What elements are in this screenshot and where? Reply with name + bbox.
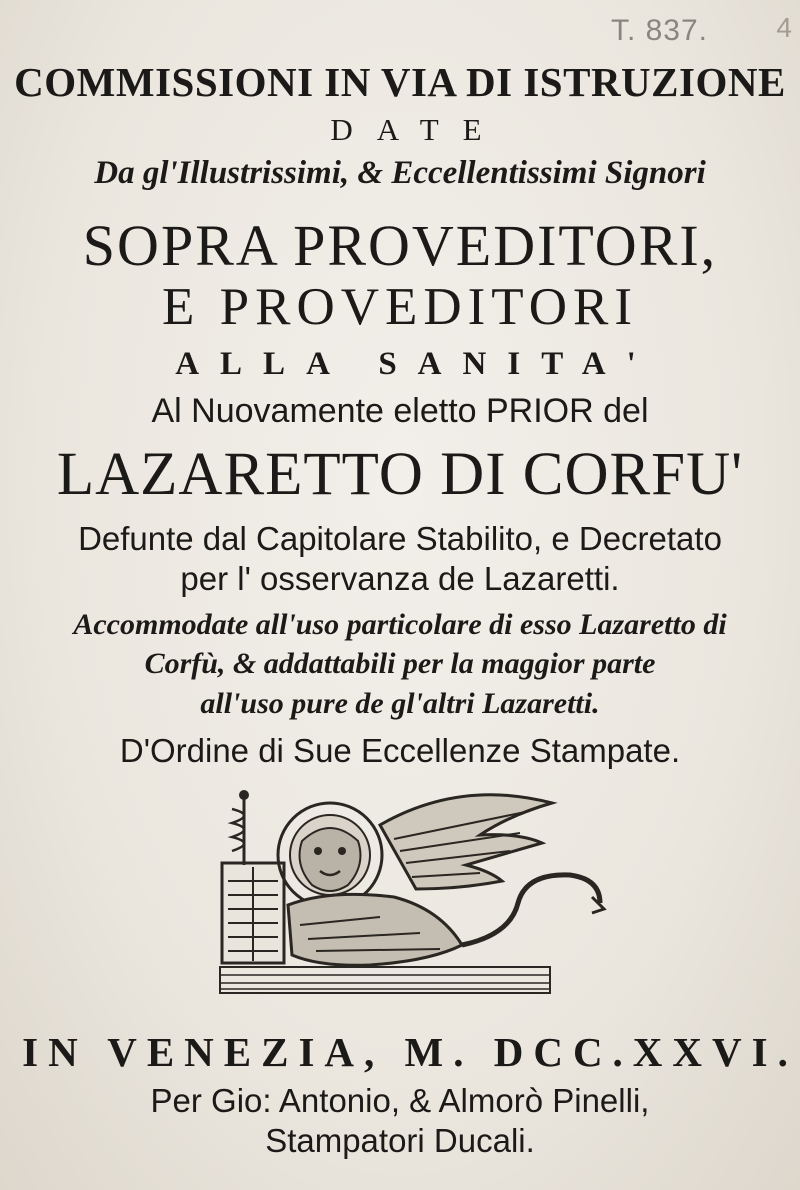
shelfmark-annotation: T. 837. xyxy=(610,14,708,47)
heading-signori: Da gl'Illustrissimi, & Eccellentissimi Signori xyxy=(94,155,706,191)
heading-alla-sanita: ALLA SANITA' xyxy=(175,346,657,382)
body-defunte: Defunte dal Capitolare Stabilito, e Decretato xyxy=(78,520,722,557)
corner-page-mark: 4 xyxy=(776,12,792,43)
heading-commissioni: COMMISSIONI IN VIA DI ISTRUZIONE xyxy=(14,59,786,105)
body-osservanza: per l' osservanza de Lazaretti. xyxy=(180,560,620,597)
imprint-stampatori: Stampatori Ducali. xyxy=(265,1122,535,1159)
body-corfu: Corfù, & addattabili per la maggior parte xyxy=(144,647,656,680)
imprint-venezia: IN VENEZIA, M. DCC.XXVI. xyxy=(22,1029,798,1075)
body-ordine: D'Ordine di Sue Eccellenze Stampate. xyxy=(119,732,681,769)
imprint-printers: Per Gio: Antonio, & Almorò Pinelli, xyxy=(150,1082,650,1119)
heading-e-proveditori: E PROVEDITORI xyxy=(162,278,638,336)
heading-date: DATE xyxy=(330,112,506,147)
heading-prior: Al Nuovamente eletto PRIOR del xyxy=(151,392,649,430)
lion-of-saint-mark-emblem-icon xyxy=(180,785,620,1015)
heading-sopra-proveditori: SOPRA PROVEDITORI, xyxy=(82,213,718,278)
body-altri-lazaretti: all'uso pure de gl'altri Lazaretti. xyxy=(200,687,600,720)
heading-lazaretto-corfu: LAZARETTO DI CORFU' xyxy=(56,441,744,508)
body-accommodate: Accommodate all'uso particolare di esso Lazaretto di xyxy=(73,608,727,641)
